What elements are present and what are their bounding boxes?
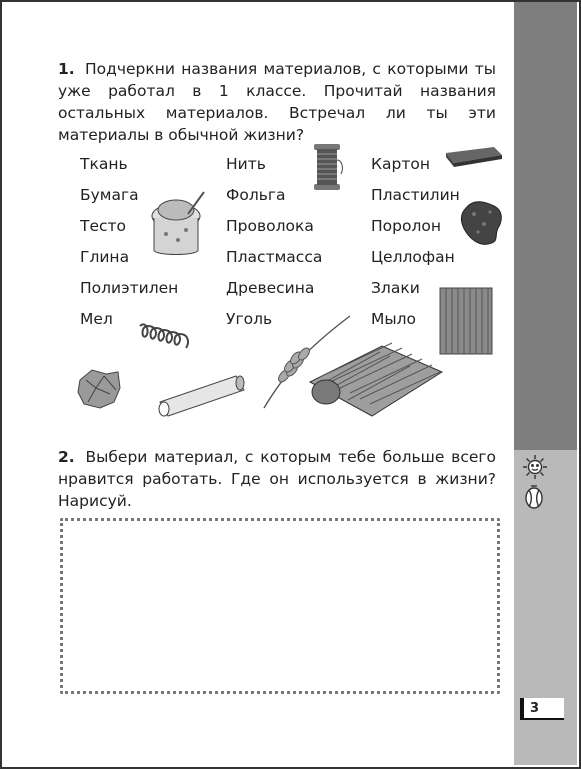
- sun-face-icon: [522, 453, 548, 481]
- task-1-number: 1.: [58, 60, 75, 78]
- cardboard-illustration: [444, 145, 504, 169]
- task-1-text: Подчеркни названия материалов, с которыми ты уже работал в 1 классе. Прочитай названия остальных материалов. Встречал ли ты эти материалы в обычной жизни?: [58, 60, 496, 144]
- thread-spool-illustration: [308, 140, 348, 194]
- material-word: Злаки: [371, 279, 420, 297]
- ball-icon: [522, 483, 546, 511]
- material-word: Мел: [80, 310, 113, 328]
- wood-plank-illustration: [438, 286, 494, 356]
- material-word: Мыло: [371, 310, 417, 328]
- task-1: [58, 58, 496, 146]
- material-word: Нить: [226, 155, 266, 173]
- material-word: Древесина: [226, 279, 315, 297]
- dough-jar-illustration: [148, 190, 210, 264]
- material-word: Полиэтилен: [80, 279, 179, 297]
- foil-ball-illustration: [74, 366, 124, 412]
- task-2-number: 2.: [58, 448, 75, 466]
- page-number: 3: [520, 698, 564, 720]
- material-word: Пластилин: [371, 186, 460, 204]
- wire-spring-illustration: [136, 318, 216, 356]
- material-word: Картон: [371, 155, 430, 173]
- material-word: Поролон: [371, 217, 441, 235]
- sidebar-dark-band: [514, 2, 577, 450]
- material-word: Пластмасса: [226, 248, 323, 266]
- task-2: [58, 446, 496, 512]
- plastic-tube-illustration: [152, 368, 248, 418]
- material-word: Проволока: [226, 217, 314, 235]
- woven-mat-illustration: [306, 342, 446, 420]
- drawing-area[interactable]: [60, 518, 500, 694]
- foam-rubber-illustration: [460, 198, 504, 246]
- material-word: Ткань: [80, 155, 128, 173]
- material-word: Уголь: [226, 310, 273, 328]
- material-word: Целлофан: [371, 248, 455, 266]
- page-sidebar: [514, 2, 577, 765]
- material-word: Глина: [80, 248, 130, 266]
- task-2-text: Выбери материал, с которым тебе больше всего нравится работать. Где он используется в жизни? Нарисуй.: [58, 448, 497, 510]
- material-word: Тесто: [80, 217, 127, 235]
- material-word: Бумага: [80, 186, 139, 204]
- material-word: Фольга: [226, 186, 286, 204]
